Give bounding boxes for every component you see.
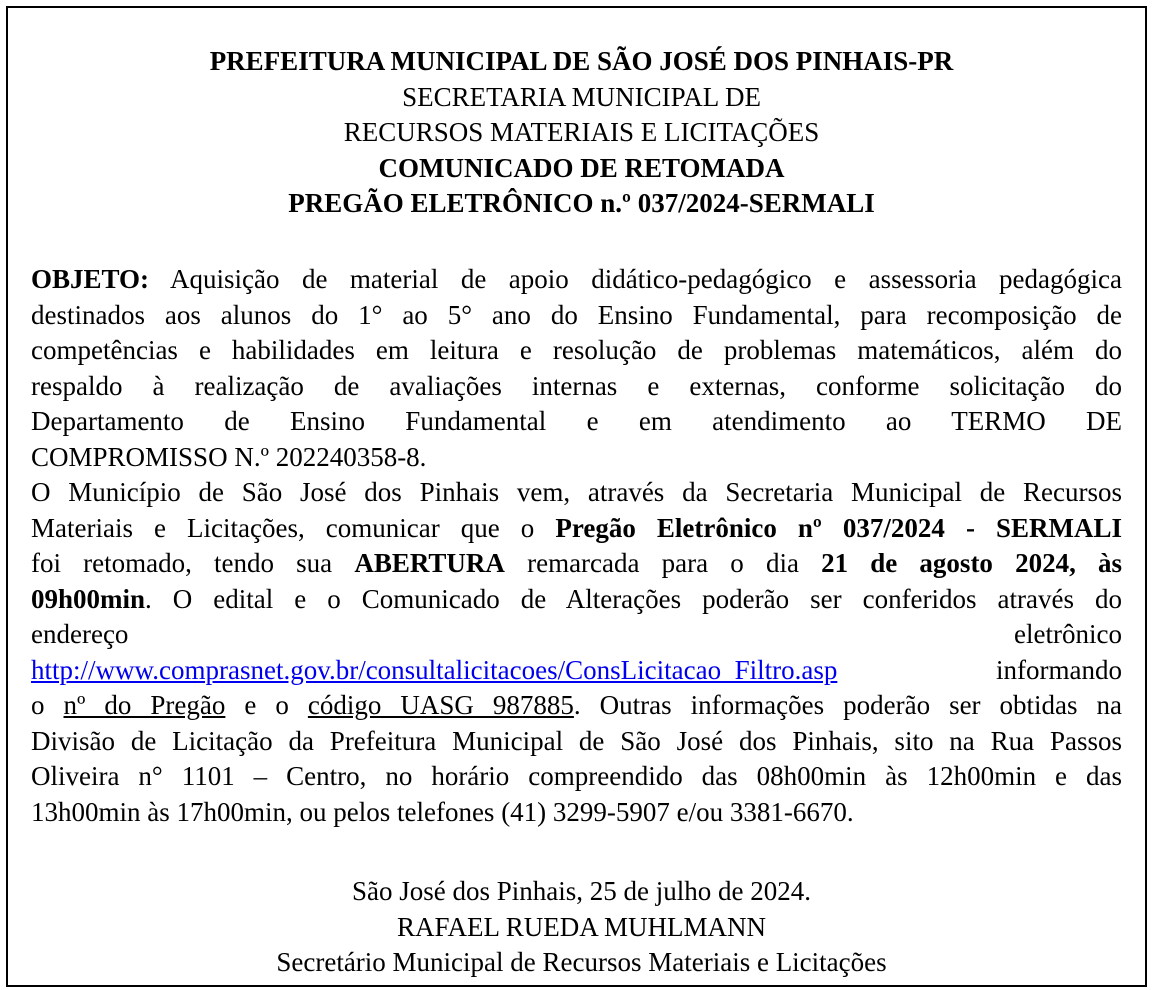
notice-line: http://www.comprasnet.gov.br/consultalicitacoes/ConsLicitacao_Filtro.asp informando bbox=[31, 654, 1122, 685]
objeto-line: destinados aos alunos do 1° ao 5° ano do Ensino Fundamental, para recomposição de bbox=[31, 299, 1122, 330]
auction-number-ref: nº do Pregão bbox=[63, 690, 226, 720]
objeto-label: OBJETO: bbox=[31, 264, 150, 294]
opening-label: ABERTURA bbox=[354, 548, 505, 578]
notice-line: Divisão de Licitação da Prefeitura Municipal de São José dos Pinhais, sito na Rua Passos bbox=[31, 725, 1122, 756]
notice-line: o nº do Pregão e o código UASG 987885. Outras informações poderão ser obtidas na bbox=[31, 690, 1123, 720]
city-hall-title: PREFEITURA MUNICIPAL DE SÃO JOSÉ DOS PINHAIS-PR bbox=[209, 46, 954, 76]
uasg-code: código UASG 987885 bbox=[307, 690, 574, 720]
notice-line: foi retomado, tendo sua ABERTURA remarcada para o dia 21 de agosto 2024, às bbox=[31, 548, 1123, 578]
signature-block bbox=[0, 874, 1163, 981]
notice-title: COMUNICADO DE RETOMADA bbox=[378, 152, 785, 183]
document-body bbox=[31, 262, 1122, 830]
comprasnet-link[interactable]: http://www.comprasnet.gov.br/consultalicitacoes/ConsLicitacao_Filtro.asp bbox=[31, 654, 838, 685]
opening-time: 09h00min bbox=[31, 583, 146, 614]
notice-line: 13h00min às 17h00min, ou pelos telefones (41) 3299-5907 e/ou 3381-6670. bbox=[31, 796, 854, 827]
objeto-line: respaldo à realização de avaliações internas e externas, conforme solicitação do bbox=[31, 370, 1122, 401]
secretariat-line-1: SECRETARIA MUNICIPAL DE bbox=[402, 81, 761, 112]
document-header bbox=[0, 44, 1163, 222]
signatory-name: RAFAEL RUEDA MUHLMANN bbox=[396, 911, 766, 942]
signature-date: São José dos Pinhais, 25 de julho de 2024. bbox=[352, 876, 811, 906]
objeto-line: Departamento de Ensino Fundamental e em atendimento ao TERMO DE bbox=[31, 406, 1122, 436]
auction-number: PREGÃO ELETRÔNICO n.º 037/2024-SERMALI bbox=[288, 188, 875, 218]
objeto-line: OBJETO: Aquisição de material de apoio didático-pedagógico e assessoria pedagógica bbox=[31, 264, 1122, 294]
objeto-line: competências e habilidades em leitura e resolução de problemas matemáticos, além do bbox=[31, 335, 1122, 365]
opening-date: 21 de agosto 2024, às bbox=[821, 548, 1123, 578]
notice-line: 09h00min. O edital e o Comunicado de Alterações poderão ser conferidos através do bbox=[31, 583, 1122, 614]
auction-reference: Pregão Eletrônico nº 037/2024 - SERMALI bbox=[555, 512, 1123, 543]
notice-line: Materiais e Licitações, comunicar que o Pregão Eletrônico nº 037/2024 - SERMALI bbox=[31, 512, 1123, 543]
notice-line: O Município de São José dos Pinhais vem, através da Secretaria Municipal de Recursos bbox=[31, 477, 1122, 507]
objeto-line: COMPROMISSO N.º 202240358-8. bbox=[31, 441, 427, 472]
secretariat-line-2: RECURSOS MATERIAIS E LICITAÇÕES bbox=[343, 117, 820, 147]
signatory-role: Secretário Municipal de Recursos Materiais e Licitações bbox=[276, 947, 887, 977]
notice-line: Oliveira n° 1101 – Centro, no horário compreendido das 08h00min às 12h00min e das bbox=[31, 761, 1122, 791]
notice-line: endereço eletrônico bbox=[31, 619, 1122, 649]
